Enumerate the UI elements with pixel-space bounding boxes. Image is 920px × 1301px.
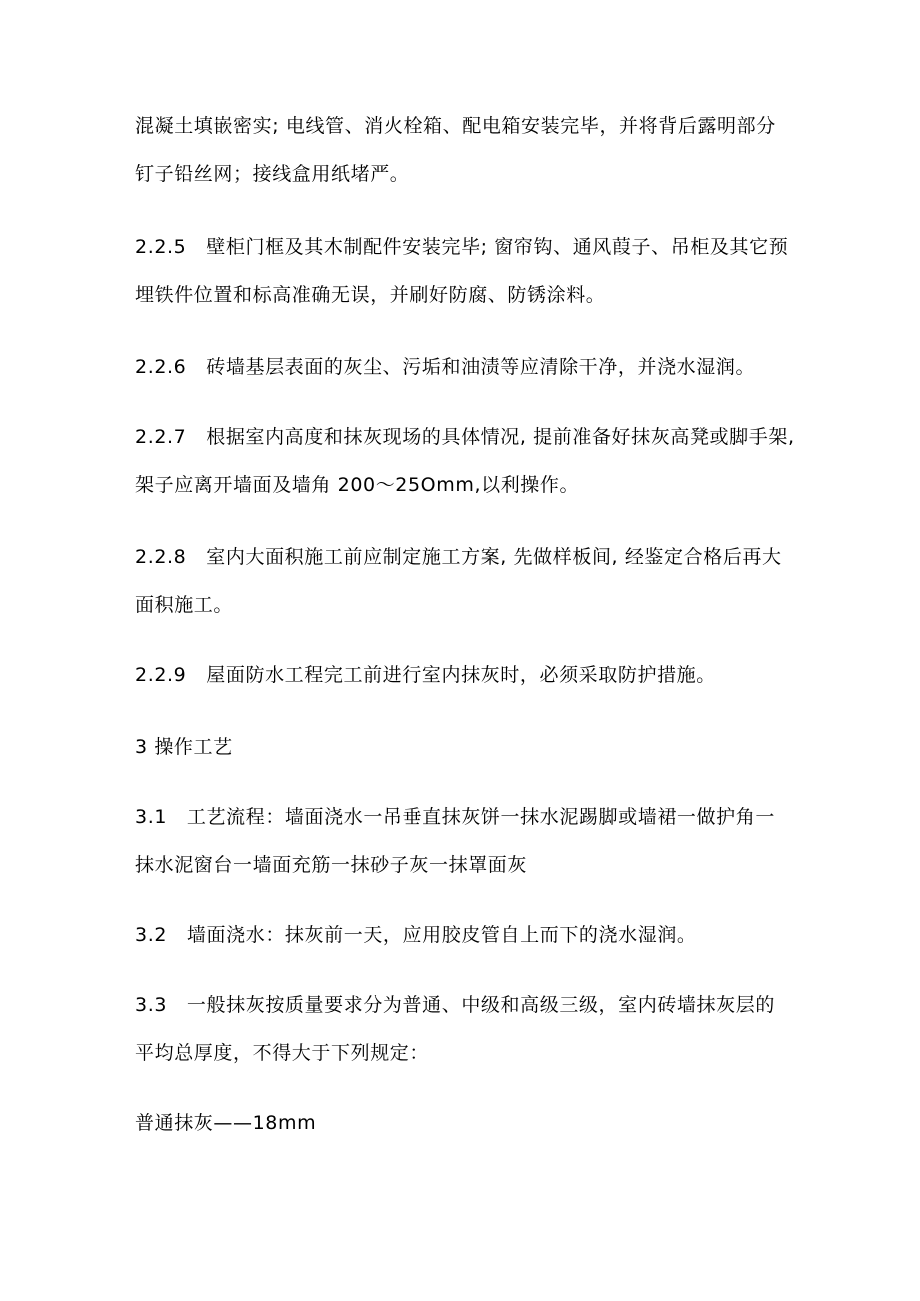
- text-line: 埋铁件位置和标高准确无误，并刷好防腐、防锈涂料。: [135, 284, 606, 306]
- text-line: 2.2.7 根据室内高度和抹灰现场的具体情况, 提前准备好抹灰高凳或脚手架,: [135, 426, 795, 448]
- text-line: 2.2.9 屋面防水工程完工前进行室内抹灰时，必须采取防护措施。: [135, 664, 716, 686]
- text-line: 3.1 工艺流程：墙面浇水一吊垂直抹灰饼一抹水泥踢脚或墙裙一做护角一: [135, 806, 775, 828]
- text-line: 钉子铅丝网；接线盒用纸堵严。: [135, 163, 410, 185]
- text-line: 3.3 一般抹灰按质量要求分为普通、中级和高级三级，室内砖墙抹灰层的: [135, 994, 775, 1016]
- text-line: 2.2.5 壁柜门框及其木制配件安装完毕; 窗帘钩、通风葭子、吊柜及其它预: [135, 236, 789, 258]
- text-line: 抹水泥窗台一墙面充筋一抹砂子灰一抹罩面灰: [135, 854, 528, 876]
- text-line: 2.2.8 室内大面积施工前应制定施工方案, 先做样板间, 经鉴定合格后再大: [135, 546, 782, 568]
- text-line: 混凝土填嵌密实; 电线管、消火栓箱、配电箱安装完毕，并将背后露明部分: [135, 115, 776, 137]
- text-line: 3.2 墙面浇水：抹灰前一天，应用胶皮管自上而下的浇水湿润。: [135, 924, 697, 946]
- text-line: 架子应离开墙面及墙角 200～25Omm,以利操作。: [135, 474, 580, 496]
- text-line: 普通抹灰——18mm: [135, 1112, 317, 1134]
- text-line: 平均总厚度，不得大于下列规定：: [135, 1042, 430, 1064]
- section-heading: 3 操作工艺: [135, 736, 233, 758]
- text-line: 2.2.6 砖墙基层表面的灰尘、污垢和油渍等应清除干净，并浇水湿润。: [135, 356, 756, 378]
- text-line: 面积施工。: [135, 594, 234, 616]
